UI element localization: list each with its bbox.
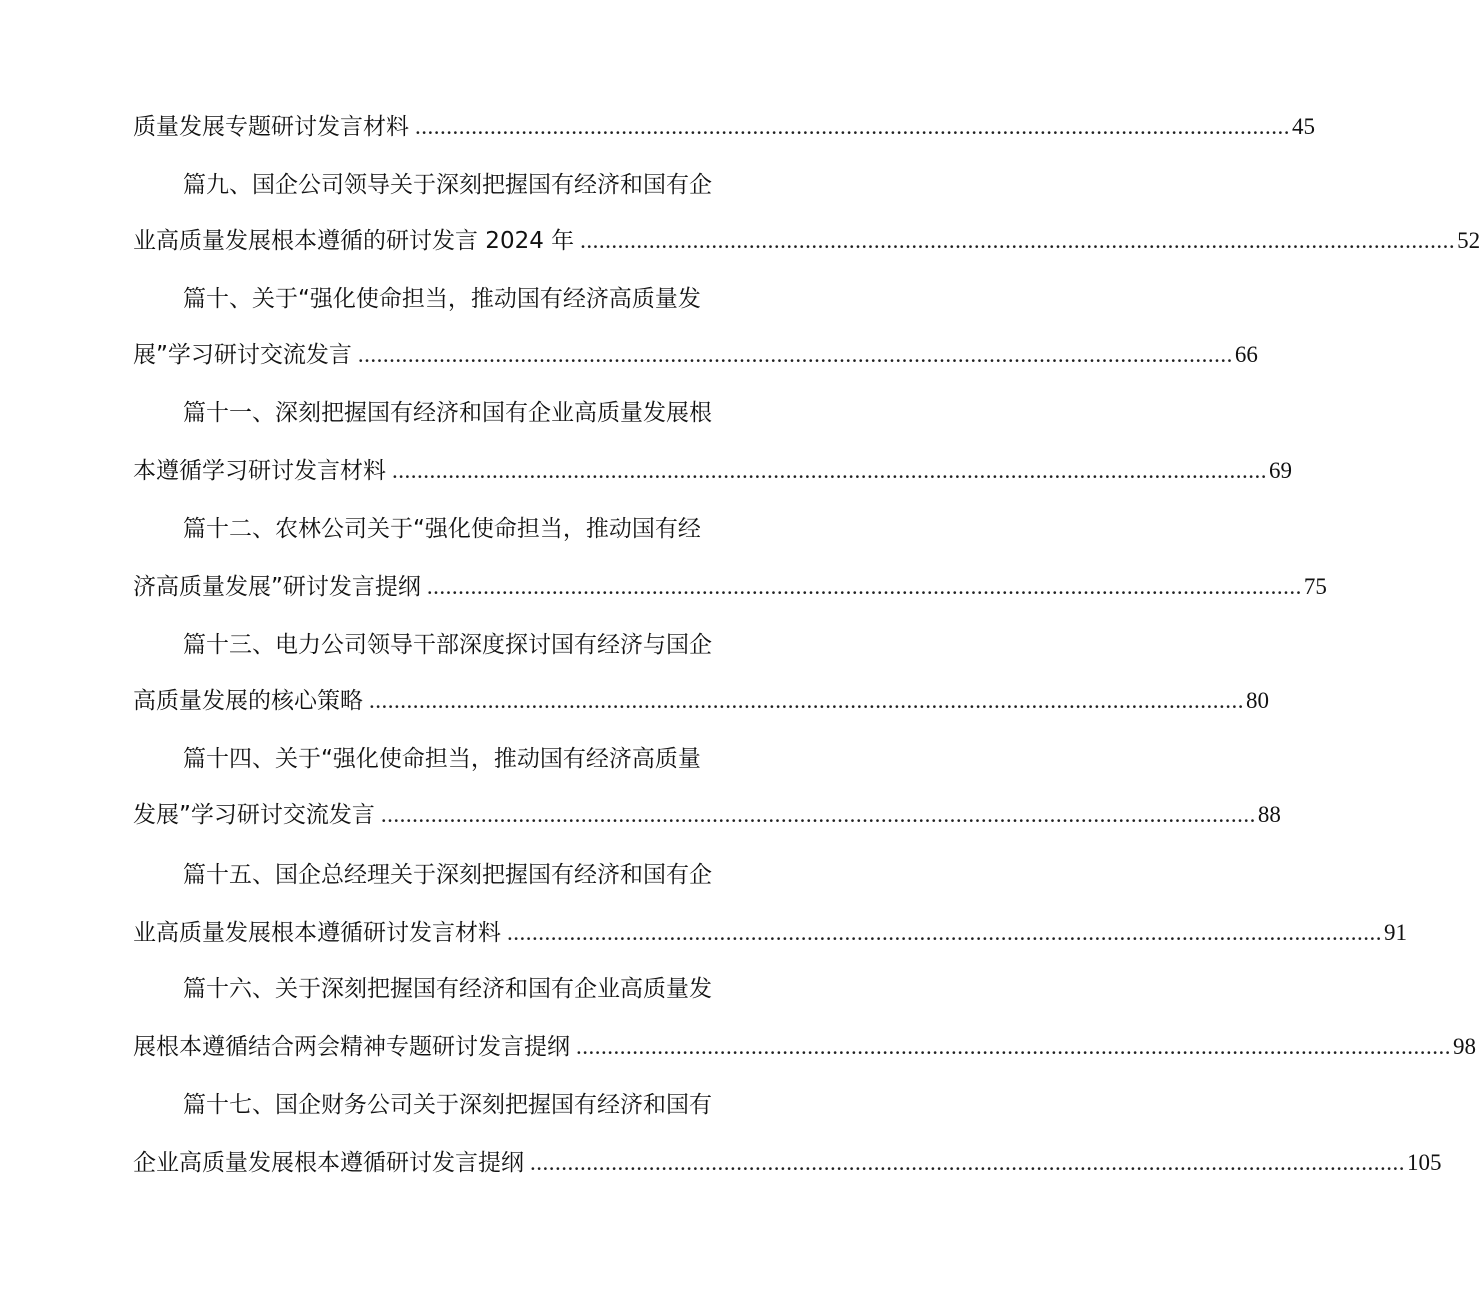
- toc-entry-1-title: 篇九、国企公司领导关于深刻把握国有经济和国有企: [183, 172, 712, 198]
- toc-page-number: 75: [1303, 574, 1327, 599]
- toc-entry-5-title: 篇十三、电力公司领导干部深度探讨国有经济与国企: [183, 632, 712, 658]
- toc-page-number: 91: [1384, 920, 1407, 945]
- toc-page-number: 45: [1292, 114, 1315, 139]
- toc-entry-text: 质量发展专题研讨发言材料: [133, 114, 409, 140]
- leader-dots: ............................................................................................................................................: [576, 1034, 1451, 1059]
- leader-dots: ............................................................................................................................................: [369, 688, 1244, 713]
- toc-entry-7-title: 篇十五、国企总经理关于深刻把握国有经济和国有企: [183, 862, 712, 888]
- toc-entry-text: 业高质量发展根本遵循研讨发言材料: [133, 920, 501, 946]
- toc-entry-5-line: [133, 681, 1269, 721]
- leader-dots: ............................................................................................................................................: [530, 1150, 1405, 1175]
- toc-entry-2-title: 篇十、关于“强化使命担当，推动国有经济高质量发: [183, 286, 701, 312]
- toc-page-number: 98: [1453, 1034, 1476, 1059]
- toc-entry-9-line: [133, 1143, 1442, 1183]
- toc-entry-text: 展”学习研讨交流发言: [133, 342, 352, 368]
- leader-dots: ............................................................................................................................................: [380, 802, 1256, 827]
- toc-entry-0-line: [133, 107, 1315, 147]
- toc-entry-6-title: 篇十四、关于“强化使命担当，推动国有经济高质量: [183, 746, 701, 772]
- toc-entry-text: 业高质量发展根本遵循的研讨发言 2024 年: [133, 228, 575, 254]
- leader-dots: ............................................................................................................................................: [392, 458, 1267, 483]
- toc-entry-4-title: 篇十二、农林公司关于“强化使命担当，推动国有经: [183, 516, 701, 542]
- toc-entry-text: 发展”学习研讨交流发言: [133, 802, 375, 828]
- toc-page-number: 80: [1246, 688, 1269, 713]
- toc-entry-1-line: [133, 221, 1480, 261]
- leader-dots: ............................................................................................................................................: [426, 574, 1302, 599]
- toc-entry-text: 展根本遵循结合两会精神专题研讨发言提纲: [133, 1034, 570, 1060]
- toc-page-number: 88: [1257, 802, 1281, 827]
- toc-entry-4-line: [133, 567, 1327, 607]
- toc-entry-3-title: 篇十一、深刻把握国有经济和国有企业高质量发展根: [183, 400, 712, 426]
- leader-dots: ............................................................................................................................................: [415, 114, 1290, 139]
- toc-entry-8-line: [133, 1027, 1476, 1067]
- leader-dots: ............................................................................................................................................: [507, 920, 1382, 945]
- toc-entry-text: 高质量发展的核心策略: [133, 688, 363, 714]
- toc-entry-3-line: [133, 451, 1292, 491]
- leader-dots: ............................................................................................................................................: [357, 342, 1233, 367]
- toc-page-number: 69: [1269, 458, 1292, 483]
- toc-entry-6-line: [133, 795, 1281, 835]
- toc-entry-2-line: [133, 335, 1258, 375]
- toc-entry-8-title: 篇十六、关于深刻把握国有经济和国有企业高质量发: [183, 976, 712, 1002]
- toc-page-number: 52: [1457, 228, 1480, 253]
- toc-entry-9-title: 篇十七、国企财务公司关于深刻把握国有经济和国有: [183, 1092, 712, 1118]
- leader-dots: ............................................................................................................................................: [580, 228, 1456, 253]
- toc-entry-text: 本遵循学习研讨发言材料: [133, 458, 386, 484]
- toc-entry-text: 企业高质量发展根本遵循研讨发言提纲: [133, 1150, 524, 1176]
- toc-entry-7-line: [133, 913, 1407, 953]
- toc-page-number: 105: [1407, 1150, 1442, 1175]
- toc-page-number: 66: [1234, 342, 1258, 367]
- toc-entry-text: 济高质量发展”研讨发言提纲: [133, 574, 421, 600]
